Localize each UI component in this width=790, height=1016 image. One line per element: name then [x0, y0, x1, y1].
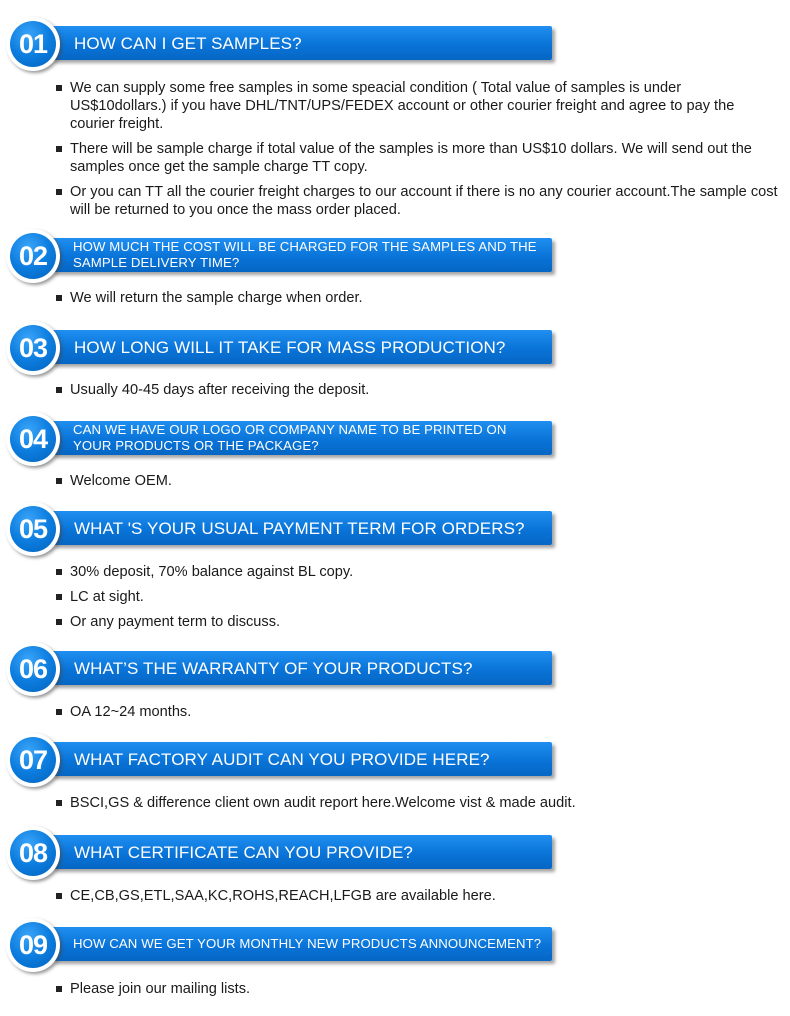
answer-list	[56, 980, 780, 1005]
square-bullet-icon	[56, 569, 62, 575]
faq-header	[0, 641, 560, 697]
answer-list	[56, 79, 780, 226]
square-bullet-icon	[56, 594, 62, 600]
number-badge-label: 01	[10, 21, 56, 67]
answer-text: We can supply some free samples in some speacial condition ( Total value of samples is under US$10dollars.) if you have DHL/TNT/UPS/FEDEX account or other courier freight and agree to pay the courier freight.	[70, 80, 735, 132]
number-badge	[6, 229, 60, 283]
answer-list	[56, 887, 780, 912]
question-title: WHAT FACTORY AUDIT CAN YOU PROVIDE HERE?	[74, 749, 490, 769]
question-banner	[52, 26, 552, 60]
square-bullet-icon	[56, 189, 62, 195]
faq-header	[0, 228, 560, 284]
number-badge	[6, 412, 60, 466]
square-bullet-icon	[56, 295, 62, 301]
answer-list	[56, 381, 780, 406]
square-bullet-icon	[56, 619, 62, 625]
answer-item	[56, 381, 780, 399]
square-bullet-icon	[56, 478, 62, 484]
answer-text: There will be sample charge if total value of the samples is more than US$10 dollars. We will send out the samples once get the sample charge TT copy.	[70, 141, 752, 175]
square-bullet-icon	[56, 387, 62, 393]
faq-header	[0, 825, 560, 881]
faq-header	[0, 917, 560, 973]
number-badge	[6, 733, 60, 787]
answer-item	[56, 613, 780, 631]
number-badge-label: 05	[10, 506, 56, 552]
answer-list	[56, 794, 780, 819]
answer-item	[56, 140, 780, 176]
square-bullet-icon	[56, 85, 62, 91]
number-badge	[6, 502, 60, 556]
number-badge-label: 07	[10, 737, 56, 783]
question-title: HOW LONG WILL IT TAKE FOR MASS PRODUCTION?	[74, 337, 506, 357]
answer-item	[56, 980, 780, 998]
number-badge-label: 04	[10, 416, 56, 462]
answer-list	[56, 703, 780, 728]
number-badge	[6, 642, 60, 696]
answer-item	[56, 183, 780, 219]
question-banner	[52, 238, 552, 272]
number-badge	[6, 826, 60, 880]
answer-text: Usually 40-45 days after receiving the deposit.	[70, 382, 370, 398]
square-bullet-icon	[56, 986, 62, 992]
square-bullet-icon	[56, 800, 62, 806]
question-banner	[52, 651, 552, 685]
answer-text: Welcome OEM.	[70, 473, 172, 489]
faq-header	[0, 411, 560, 467]
square-bullet-icon	[56, 893, 62, 899]
answer-item	[56, 472, 780, 490]
question-title: WHAT 'S YOUR USUAL PAYMENT TERM FOR ORDERS?	[74, 518, 525, 538]
question-title: WHAT’S THE WARRANTY OF YOUR PRODUCTS?	[74, 658, 473, 678]
answer-text: BSCI,GS & difference client own audit report here.Welcome vist & made audit.	[70, 795, 576, 811]
square-bullet-icon	[56, 146, 62, 152]
answer-item	[56, 588, 780, 606]
faq-header	[0, 16, 560, 72]
answer-text: Or any payment term to discuss.	[70, 614, 281, 630]
answer-text: LC at sight.	[70, 589, 144, 605]
question-title: WHAT CERTIFICATE CAN YOU PROVIDE?	[74, 842, 413, 862]
number-badge-label: 02	[10, 233, 56, 279]
answer-item	[56, 887, 780, 905]
question-banner	[52, 927, 552, 961]
answer-list	[56, 563, 780, 638]
answer-text: Please join our mailing lists.	[70, 981, 251, 997]
question-banner	[52, 421, 552, 455]
answer-text: We will return the sample charge when order.	[70, 290, 363, 306]
number-badge-label: 03	[10, 325, 56, 371]
answer-text: 30% deposit, 70% balance against BL copy.	[70, 564, 354, 580]
answer-item	[56, 794, 780, 812]
answer-list	[56, 472, 780, 497]
faq-header	[0, 732, 560, 788]
question-title: HOW MUCH THE COST WILL BE CHARGED FOR THE SAMPLES AND THE SAMPLE DELIVERY TIME?	[73, 239, 537, 270]
number-badge-label: 06	[10, 646, 56, 692]
faq-header	[0, 501, 560, 557]
question-title: CAN WE HAVE OUR LOGO OR COMPANY NAME TO BE PRINTED ON YOUR PRODUCTS OR THE PACKAGE?	[73, 422, 507, 453]
answer-item	[56, 563, 780, 581]
answer-text: Or you can TT all the courier freight charges to our account if there is no any courier account.The sample cost will be returned to you once the mass order placed.	[70, 184, 778, 218]
answer-item	[56, 703, 780, 721]
number-badge	[6, 321, 60, 375]
answer-item	[56, 79, 780, 133]
question-banner	[52, 742, 552, 776]
number-badge-label: 09	[10, 922, 56, 968]
square-bullet-icon	[56, 709, 62, 715]
question-banner	[52, 835, 552, 869]
question-banner	[52, 330, 552, 364]
answer-text: CE,CB,GS,ETL,SAA,KC,ROHS,REACH,LFGB are available here.	[70, 888, 496, 904]
faq-header	[0, 320, 560, 376]
number-badge	[6, 17, 60, 71]
question-title: HOW CAN I GET SAMPLES?	[74, 33, 302, 53]
answer-item	[56, 289, 780, 307]
question-banner	[52, 511, 552, 545]
number-badge-label: 08	[10, 830, 56, 876]
answer-text: OA 12~24 months.	[70, 704, 192, 720]
question-title: HOW CAN WE GET YOUR MONTHLY NEW PRODUCTS ANNOUNCEMENT?	[73, 936, 542, 951]
answer-list	[56, 289, 780, 314]
number-badge	[6, 918, 60, 972]
